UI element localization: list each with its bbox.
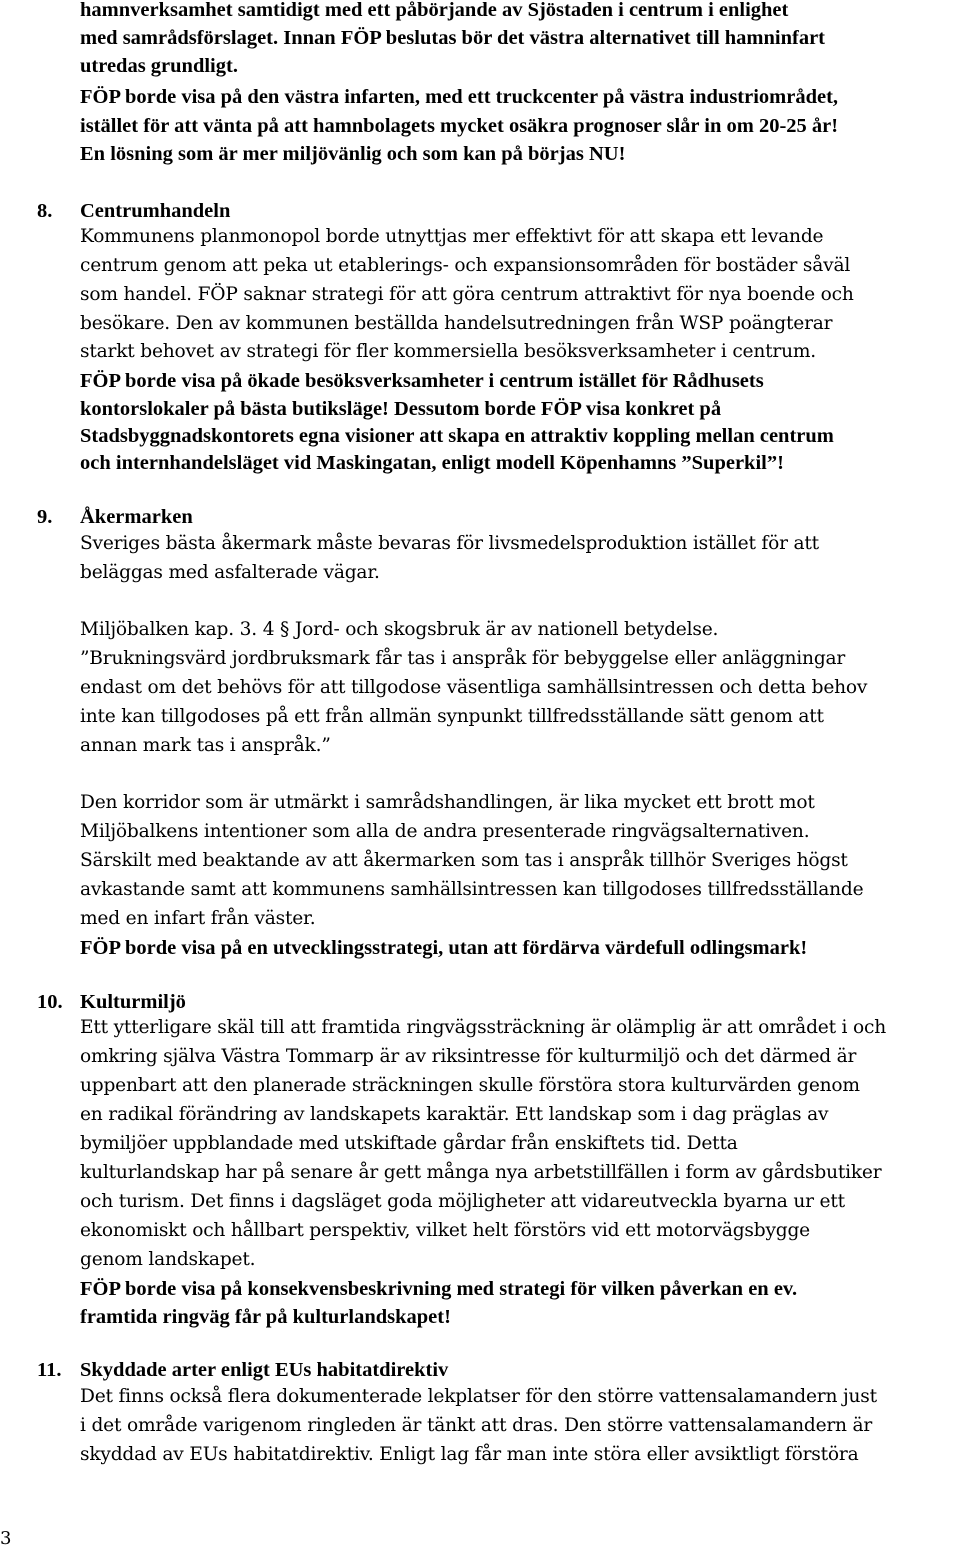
body-text-line: ekonomiskt och hållbart perspektiv, vilket helt förstörs vid ett motorvägsbygge xyxy=(80,1220,810,1241)
bold-text-line: istället för att vänta på att hamnbolagets mycket osäkra prognoser slår in om 20-25 år! xyxy=(80,115,839,137)
body-text-line: med en infart från väster. xyxy=(80,908,316,929)
body-text-line: Miljöbalken kap. 3. 4 § Jord- och skogsbruk är av nationell betydelse. xyxy=(80,619,719,640)
body-text-line: annan mark tas i anspråk.” xyxy=(80,735,331,756)
bold-text-line: kontorslokaler på bästa butiksläge! Dessutom borde FÖP visa konkret på xyxy=(80,398,722,420)
body-text-line: Sveriges bästa åkermark måste bevaras för livsmedelsproduktion istället för att xyxy=(80,533,819,554)
body-text-line: besökare. Den av kommunen beställda handelsutredningen från WSP poängterar xyxy=(80,313,833,334)
bold-text-line: utredas grundligt. xyxy=(80,55,238,77)
section-heading-line: Skyddade arter enligt EUs habitatdirektiv xyxy=(80,1359,449,1381)
section-heading-line: Centrumhandeln xyxy=(80,200,231,222)
body-text-line: avkastande samt att kommunens samhällsintressen kan tillgodoses tillfredsställande xyxy=(80,879,864,900)
bold-text-line: FÖP borde visa på ökade besöksverksamheter i centrum istället för Rådhusets xyxy=(80,370,764,392)
body-text-line: Ett ytterligare skäl till att framtida ringvägssträckning är olämplig är att området i och xyxy=(80,1017,886,1038)
body-text-line: som handel. FÖP saknar strategi för att göra centrum attraktivt för nya boende och xyxy=(80,284,854,305)
body-text-line: skyddad av EUs habitatdirektiv. Enligt lag får man inte störa eller avsiktligt förstöra xyxy=(80,1444,859,1465)
section-heading-line: 9. xyxy=(37,506,53,528)
body-text-line: endast om det behövs för att tillgodose väsentliga samhällsintressen och detta behov xyxy=(80,677,868,698)
bold-text-line: Stadsbyggnadskontorets egna visioner att skapa en attraktiv koppling mellan centrum xyxy=(80,425,834,447)
body-text-line: bymiljöer uppblandade med utskiftade gårdar från enskiftets tid. Detta xyxy=(80,1133,738,1154)
section-heading-line: 8. xyxy=(37,200,53,222)
body-text-line: Den korridor som är utmärkt i samrådshandlingen, är lika mycket ett brott mot xyxy=(80,792,815,813)
section-heading-line: 11. xyxy=(37,1359,62,1381)
body-text-line: Särskilt med beaktande av att åkermarken som tas i anspråk tillhör Sveriges högst xyxy=(80,850,848,871)
body-text-line: genom landskapet. xyxy=(80,1249,256,1270)
body-text-line: centrum genom att peka ut etablerings- och expansionsområden för bostäder såväl xyxy=(80,255,851,276)
body-text-line: beläggas med asfalterade vägar. xyxy=(80,562,380,583)
body-text-line: en radikal förändring av landskapets karaktär. Ett landskap som i dag präglas av xyxy=(80,1104,829,1125)
body-text-line: uppenbart att den planerade sträckningen skulle förstöra stora kulturvärden genom xyxy=(80,1075,860,1096)
bold-text-line: hamnverksamhet samtidigt med ett påbörjande av Sjöstaden i centrum i enlighet xyxy=(80,0,789,21)
body-text-line: inte kan tillgodoses på ett från allmän synpunkt tillfredsställande sätt genom att xyxy=(80,706,824,727)
body-text-line: ”Brukningsvärd jordbruksmark får tas i anspråk för bebyggelse eller anläggningar xyxy=(80,648,846,669)
body-text-line: och turism. Det finns i dagsläget goda möjligheter att vidareutveckla byarna ur ett xyxy=(80,1191,845,1212)
section-heading-line: Kulturmiljö xyxy=(80,991,186,1013)
bold-text-line: med samrådsförslaget. Innan FÖP beslutas bör det västra alternativet till hamninfart xyxy=(80,27,825,49)
body-text-line: starkt behovet av strategi för fler kommersiella besöksverksamheter i centrum. xyxy=(80,341,816,362)
bold-text-line: FÖP borde visa på den västra infarten, med ett truckcenter på västra industriområdet, xyxy=(80,86,839,108)
body-text-line: kulturlandskap har på senare år gett många nya arbetstillfällen i form av gårdsbutiker xyxy=(80,1162,882,1183)
section-heading-line: Åkermarken xyxy=(80,506,193,528)
bold-text-line: och internhandelsläget vid Maskingatan, enligt modell Köpenhamns ”Superkil”! xyxy=(80,452,784,474)
bold-text-line: framtida ringväg får på kulturlandskapet! xyxy=(80,1306,451,1328)
bold-text-line: En lösning som är mer miljövänlig och som kan på börjas NU! xyxy=(80,143,626,165)
section-heading-line: 10. xyxy=(37,991,63,1013)
body-text-line: i det område varigenom ringleden är tänkt att dras. Den större vattensalamandern är xyxy=(80,1415,873,1436)
body-text-line: Kommunens planmonopol borde utnyttjas mer effektivt för att skapa ett levande xyxy=(80,226,824,247)
bold-text-line: FÖP borde visa på en utvecklingsstrategi, utan att fördärva värdefull odlingsmark! xyxy=(80,937,808,959)
bold-text-line: FÖP borde visa på konsekvensbeskrivning med strategi för vilken påverkan en ev. xyxy=(80,1278,798,1300)
body-text-line: Miljöbalkens intentioner som alla de andra presenterade ringvägsalternativen. xyxy=(80,821,810,842)
body-text-line: Det finns också flera dokumenterade lekplatser för den större vattensalamandern just xyxy=(80,1386,877,1407)
body-text-line: omkring själva Västra Tommarp är av riksintresse för kulturmiljö och det därmed är xyxy=(80,1046,857,1067)
page-number: 3 xyxy=(0,1528,12,1549)
